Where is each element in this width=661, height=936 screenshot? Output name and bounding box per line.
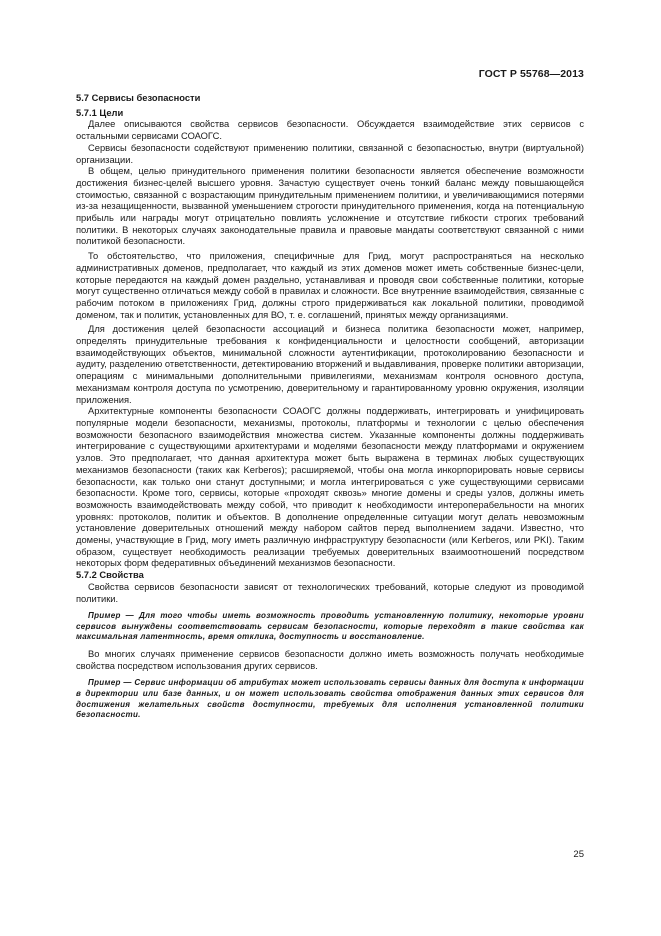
- paragraph: Архитектурные компоненты безопасности СОАОГС должны поддерживать, интегрировать и унифицировать популярные модели безопасности, механизмы, протоколы, платформы и технологии с целью обеспечения возможности безопасного взаимодействия множества систем. Указанные компоненты должны поддерживать интегрирование с существующими архитектурами и моделями безопасности между платформами и окружением узлов. Это предполагает, что данная архитектура может быть выражена в терминах любых существующих механизмов безопасности (таких как Kerberos); расширяемой, чтобы она могла инкорпорировать новые сервисы безопасности, как только они станут доступными; и могла интегрироваться с уже существующими сервисами безопасности. Кроме того, сервисы, которые «проходят сквозь» многие домены и среды узлов, должны иметь возможность взаимодействовать между собой, что приводит к необходимости интероперабельности на многих уровнях: протоколов, политик и объектов. В дополнение определенные ситуации могут делать невозможным установление доверительных отношений между набором сайтов перед выполнением задачи. Известно, что домены, участвующие в Грид, могу иметь различную инфраструктуру безопасности (или Kerberos, или PKI). Таким образом, существует необходимость реализации требуемых доверительных взаимоотношений посредством некоторых форм федеративных объединений механизмов безопасности.: [76, 406, 584, 569]
- subsection-heading-properties: 5.7.2 Свойства: [76, 570, 144, 581]
- paragraph: Далее описываются свойства сервисов безопасности. Обсуждается взаимодействие этих сервисов с остальными сервисами СОАОГС.: [76, 119, 584, 142]
- example-note: Пример — Сервис информации об атрибутах может использовать сервисы данных для доступа к информации в директории или базе данных, и он может использовать свойства отображения данных этих сервисов для достижения желательных свойств доступности, требуемых для исполнения установленной политики безопасности.: [76, 678, 584, 720]
- document-code-header: ГОСТ Р 55768—2013: [478, 68, 584, 80]
- example-note: Пример — Для того чтобы иметь возможность проводить установленную политику, некоторые уровни сервисов вынуждены соответствовать сервисам безопасности, которые переходят в такие свойства как максимальная латентность, время отклика, доступность и восстановление.: [76, 611, 584, 642]
- paragraph: То обстоятельство, что приложения, специфичные для Грид, могут распространяться на несколько административных доменов, предполагает, что каждый из этих доменов может иметь собственные бизнес-цели, которые передаются на каждый домен раздельно, устанавливая и проводя свои собственные политики, которые могут существенно отличаться между собой в правилах и сложности. Все внутренние взаимодействия, связанные с рабочим потоком в приложениях Грид, должны строго придерживаться как локальной политики, проводимой доменом, так и политик, установленных для ВО, т. е. соглашений, принятых между организациями.: [76, 251, 584, 320]
- section-heading: 5.7 Сервисы безопасности: [76, 93, 201, 103]
- paragraph: Свойства сервисов безопасности зависят от технологических требований, которые следуют из проводимой политики.: [76, 581, 584, 604]
- subsection-heading-goals: 5.7.1 Цели: [76, 107, 124, 118]
- paragraph: Сервисы безопасности содействуют применению политики, связанной с безопасностью, внутри (виртуальной) организации.: [76, 142, 584, 165]
- paragraph: Для достижения целей безопасности ассоциаций и бизнеса политика безопасности может, например, определять принудительные требования к конфиденциальности и целостности сообщений, авторизации взаимодействующих объектов, минимальной сложности аутентификации, протоколированию безопасности и аудиту, разделению ответственности, детектированию вторжений и выдавливания, проверке политики авторизации, операциям с минимальными дополнительными привилегиями, механизмам контроля основного доступа, механизмам контроля доступа по усмотрению, доверительному и гарантированному уровню окружения, изоляции приложения.: [76, 324, 584, 405]
- paragraph: В общем, целью принудительного применения политики безопасности является обеспечение возможности достижения бизнес-целей высшего уровня. Зачастую существует очень тонкий баланс между повышающейся стоимостью, связанной с возрастающим принудительным применением политики, и увеличивающимися потерями из-за незащищенности, вызванной уменьшением строгости принудительного применения, когда на потенциальную прибыль или награды могут отрицательно повлиять усложнение и отсутствие гибкости строгих требований политики. В некоторых случаях законодательные правила и правовые мандаты соответствуют связанной с ними политикой безопасности.: [76, 166, 584, 247]
- paragraph: Во многих случаях применение сервисов безопасности должно иметь возможность получать необходимые свойства посредством использования других сервисов.: [76, 649, 584, 671]
- page-number: 25: [573, 849, 584, 860]
- page-content: [76, 93, 584, 727]
